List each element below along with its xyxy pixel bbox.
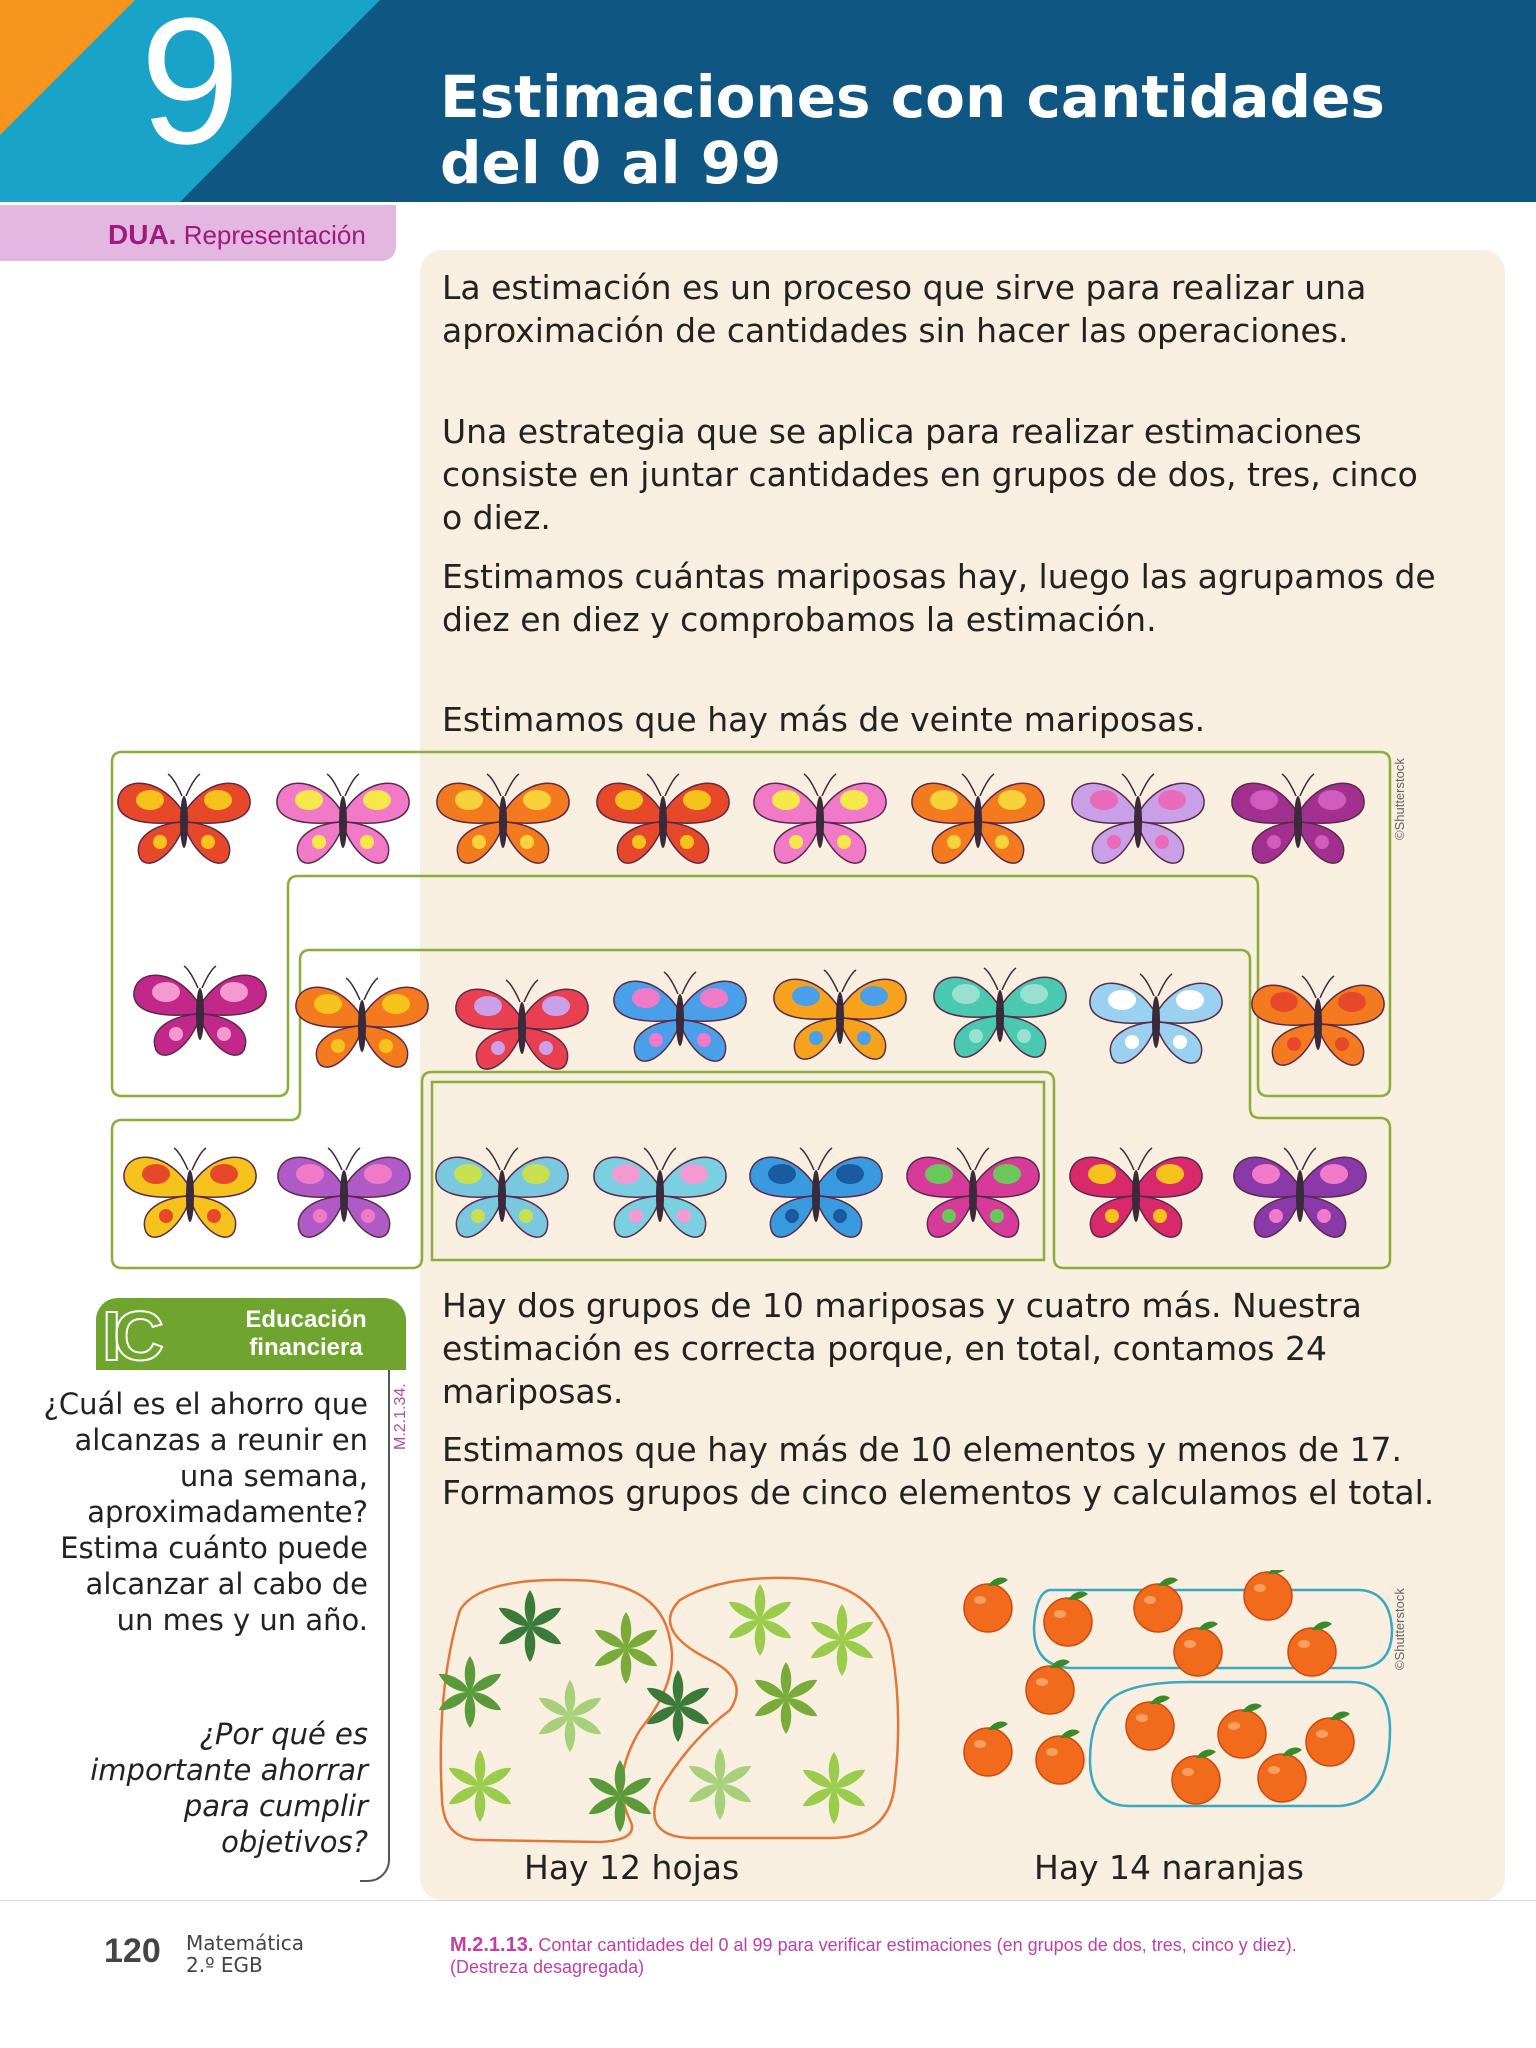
orange-icon	[964, 1722, 1012, 1776]
orange-icon	[1172, 1750, 1220, 1804]
leaf-icon	[536, 1680, 604, 1752]
orange-icon	[1218, 1704, 1266, 1758]
butterfly-icon	[1090, 974, 1222, 1063]
leaf-icon	[800, 1752, 868, 1824]
butterfly-icon	[907, 1148, 1039, 1237]
grade-level: 2.º EGB	[186, 1953, 263, 1977]
skill-description	[450, 1934, 1370, 1978]
butterfly-icon	[934, 968, 1066, 1057]
subject-label	[186, 1932, 304, 1976]
butterfly-icon	[296, 978, 428, 1067]
butterfly-icon	[594, 1148, 726, 1237]
butterfly-icon	[1072, 774, 1204, 863]
leaf-icon	[686, 1748, 754, 1820]
butterfly-icon	[456, 980, 588, 1069]
butterfly-icon	[614, 972, 746, 1061]
butterfly-icon	[1234, 1148, 1366, 1237]
leaves-caption: Hay 12 hojas	[524, 1848, 740, 1887]
financial-skill-code	[392, 1383, 410, 1450]
unit-title	[440, 64, 1500, 196]
leaf-icon	[752, 1662, 820, 1734]
butterfly-icon	[1070, 1148, 1202, 1237]
butterfly-icon	[118, 774, 250, 863]
financial-code-text: M.2.1.34.	[392, 1383, 409, 1450]
orange-icon	[1244, 1570, 1292, 1620]
skill-text: Contar cantidades del 0 al 99 para verificar estimaciones (en grupos de dos, tres, cinco y diez). (Destreza desagregada)	[450, 1935, 1297, 1977]
shutterstock-credit-1: ©Shutterstock	[1392, 758, 1407, 840]
leaf-icon	[726, 1584, 794, 1656]
paragraph-definition: La estimación es un proceso que sirve para realizar una aproximación de cantidades sin hacer las operaciones.	[442, 268, 1367, 350]
unit-header	[0, 0, 1536, 202]
oranges-caption: Hay 14 naranjas	[1034, 1848, 1304, 1887]
orange-icon	[1044, 1592, 1092, 1646]
leaf-icon	[586, 1760, 654, 1832]
unit-title-line-1: Estimaciones con cantidades	[440, 63, 1385, 131]
financial-label-line-1: Educación	[245, 1306, 367, 1333]
financial-label-line-2: financiera	[249, 1334, 363, 1361]
financial-education-label	[206, 1306, 406, 1362]
butterfly-icon	[277, 774, 409, 863]
subject-name: Matemática	[186, 1931, 305, 1955]
orange-icon	[1036, 1730, 1084, 1784]
leaf-icon	[496, 1590, 564, 1662]
dua-tab	[0, 205, 396, 261]
butterfly-icon	[124, 1148, 256, 1237]
leaf-icon	[808, 1604, 876, 1676]
paragraph-strategy: Una estrategia que se aplica para realizar estimaciones consiste en juntar cantidades en grupos de dos, tres, cinco o diez.	[442, 412, 1418, 537]
footer-divider	[0, 1900, 1536, 1901]
butterfly-icon	[1252, 976, 1384, 1065]
butterfly-icon	[436, 1148, 568, 1237]
orange-icon	[1258, 1748, 1306, 1802]
butterfly-icon	[437, 774, 569, 863]
butterfly-icon	[278, 1148, 410, 1237]
unit-title-line-2: del 0 al 99	[440, 129, 782, 197]
dua-label	[108, 219, 366, 251]
orange-icon	[1306, 1712, 1354, 1766]
paragraph-five-groups: Estimamos que hay más de 10 elementos y menos de 17. Formamos grupos de cinco elementos y calculamos el total.	[442, 1430, 1435, 1512]
orange-icon	[1288, 1622, 1336, 1676]
ic-logo: IC	[102, 1297, 156, 1375]
orange-icon	[1174, 1622, 1222, 1676]
unit-number: 9	[140, 0, 241, 182]
butterfly-icon	[134, 966, 266, 1055]
dua-bold: DUA.	[108, 219, 177, 250]
financial-education-tab	[96, 1297, 406, 1375]
leaves-oranges-illustration	[430, 1570, 1430, 1870]
skill-code: M.2.1.13.	[450, 1934, 534, 1956]
paragraph-result: Hay dos grupos de 10 mariposas y cuatro más. Nuestra estimación es correcta porque, en total, contamos 24 mariposas.	[442, 1286, 1362, 1411]
leaf-icon	[446, 1750, 514, 1822]
butterfly-icon	[750, 1148, 882, 1237]
butterfly-icon	[774, 970, 906, 1059]
butterfly-icon	[597, 774, 729, 863]
leaf-icon	[592, 1612, 660, 1684]
butterfly-icon	[1232, 774, 1364, 863]
dua-rest: Representación	[183, 220, 366, 250]
orange-icon	[1126, 1696, 1174, 1750]
paragraph-butterflies-intro: Estimamos cuántas mariposas hay, luego las agrupamos de diez en diez y comprobamos la estimación.	[442, 557, 1436, 639]
butterfly-icon	[912, 774, 1044, 863]
butterfly-groups	[0, 740, 1420, 1280]
shutterstock-credit-2: ©Shutterstock	[1392, 1588, 1407, 1670]
financial-question: ¿Cuál es el ahorro que alcanzas a reunir en una semana, aproximadamente? Estima cuánto puede alcanzar al cabo de un mes y un año.	[43, 1387, 368, 1637]
page-number: 120	[104, 1932, 161, 1970]
paragraph-estimate: Estimamos que hay más de veinte mariposas.	[442, 700, 1206, 739]
leaf-icon	[644, 1670, 712, 1742]
orange-icon	[964, 1578, 1012, 1632]
financial-italic-question: ¿Por qué es importante ahorrar para cumplir objetivos?	[90, 1717, 368, 1859]
orange-icon	[1134, 1578, 1182, 1632]
butterfly-icon	[754, 774, 886, 863]
